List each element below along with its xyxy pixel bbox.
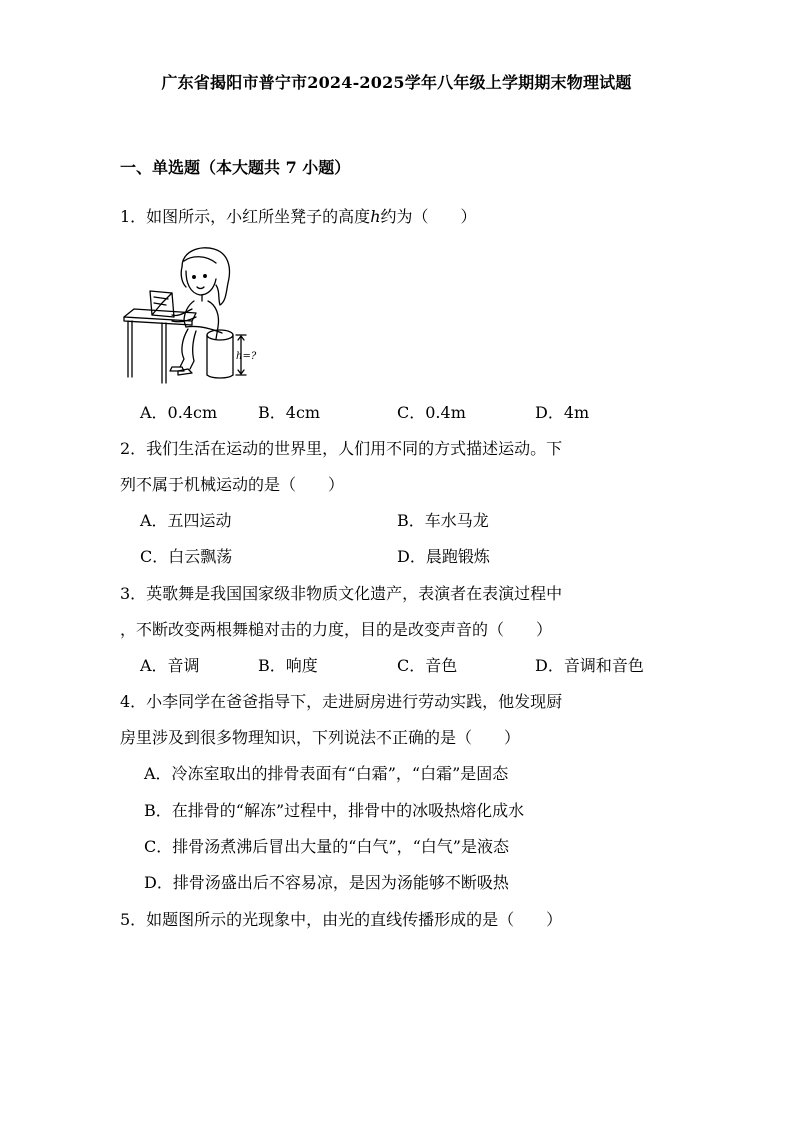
question-4-option-d: D．排骨汤盛出后不容易凉，是因为汤能够不断吸热 <box>144 873 509 892</box>
question-3-option-a: A．音调 <box>140 656 200 675</box>
question-1-stem <box>120 207 477 227</box>
question-1-stem-post: 约为（ ） <box>380 207 477 226</box>
question-3-stem-line-1: 3．英歌舞是我国国家级非物质文化遗产，表演者在表演过程中 <box>120 584 563 603</box>
question-3-option-c: C．音色 <box>397 656 458 675</box>
question-1-variable: h <box>370 207 381 226</box>
question-3-option-d: D．音调和音色 <box>535 656 644 675</box>
question-2-stem-line-2: 列不属于机械运动的是（ ） <box>120 475 345 494</box>
height-label: h=? <box>236 351 257 362</box>
question-4-stem-line-1: 4．小李同学在爸爸指导下，走进厨房进行劳动实践，他发现厨 <box>120 692 563 711</box>
question-1-option-b: B．4cm <box>258 403 321 422</box>
question-2-option-c: C．白云飘荡 <box>140 547 233 566</box>
question-3-stem-line-2: ，不断改变两根舞槌对击的力度，目的是改变声音的（ ） <box>120 620 553 639</box>
section-heading: 一、单选题（本大题共 7 小题） <box>120 158 351 177</box>
question-4-option-a: A．冷冻室取出的排骨表面有“白霜”，“白霜”是固态 <box>144 764 509 783</box>
question-4-option-b: B．在排骨的“解冻”过程中，排骨中的冰吸热熔化成水 <box>144 801 525 820</box>
question-5-stem: 5．如题图所示的光现象中，由光的直线传播形成的是（ ） <box>120 910 563 929</box>
page-title: 广东省揭阳市普宁市2024-2025学年八年级上学期期末物理试题 <box>161 73 632 92</box>
girl-reading-at-desk-figure <box>122 243 264 385</box>
question-1-option-c: C．0.4m <box>397 403 466 422</box>
question-2-stem-line-1: 2．我们生活在运动的世界里，人们用不同的方式描述运动。下 <box>120 439 563 458</box>
question-2-option-b: B．车水马龙 <box>397 511 489 530</box>
question-2-option-a: A．五四运动 <box>140 511 232 530</box>
question-3-option-b: B．响度 <box>258 656 318 675</box>
question-1-option-a: A．0.4cm <box>140 403 218 422</box>
question-4-stem-line-2: 房里涉及到很多物理知识，下列说法不正确的是（ ） <box>120 728 521 747</box>
question-2-option-d: D．晨跑锻炼 <box>397 547 490 566</box>
question-1-stem-pre: 1．如图所示，小红所坐凳子的高度 <box>120 207 371 226</box>
question-4-option-c: C．排骨汤煮沸后冒出大量的“白气”，“白气”是液态 <box>144 837 509 856</box>
question-1-option-d: D．4m <box>535 403 590 422</box>
